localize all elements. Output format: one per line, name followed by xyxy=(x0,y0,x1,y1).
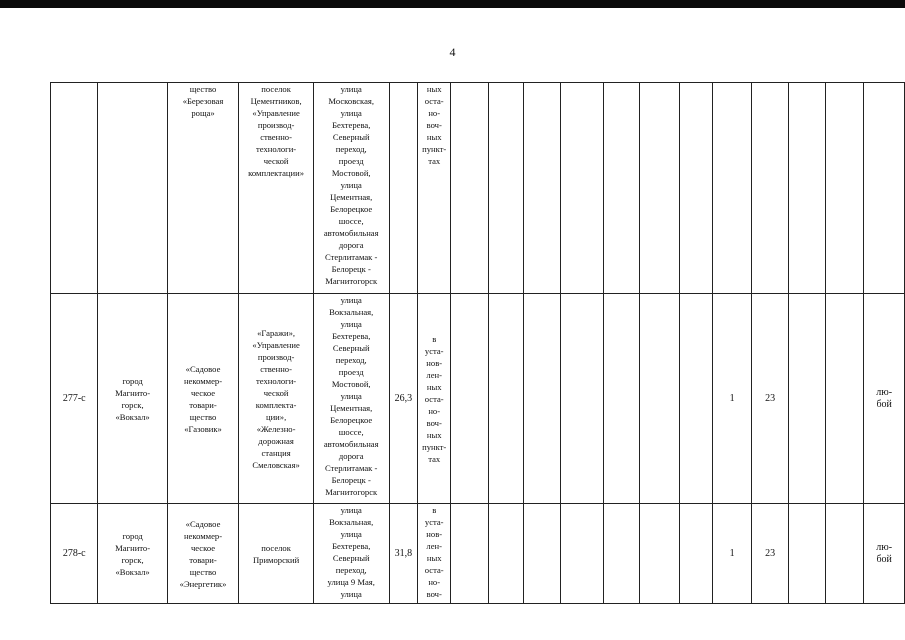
empty-cell xyxy=(640,504,679,604)
empty-cell xyxy=(560,294,603,504)
empty-cell xyxy=(451,83,489,294)
streets-route: улица Вокзальная, улица Бехтерева, Северный переход, улица 9 Мая, улица xyxy=(313,504,389,604)
vehicle-capacity: 23 xyxy=(752,504,788,604)
empty-cell xyxy=(826,294,864,504)
start-point xyxy=(98,83,167,294)
stops-procedure: в уста- нов- лен- ных оста- но- воч- xyxy=(418,504,451,604)
empty-cell xyxy=(523,83,560,294)
empty-cell xyxy=(679,294,712,504)
empty-cell xyxy=(788,83,825,294)
empty-cell xyxy=(489,504,523,604)
route-length xyxy=(389,83,418,294)
empty-cell xyxy=(604,294,640,504)
streets-route: улица Московская, улица Бехтерева, Северный переход, проезд Мостовой, улица Цементная, Белорецкое шоссе, автомобильная дорога Стерлитамак - Белорецк - Магнитогорск xyxy=(313,83,389,294)
table-row xyxy=(51,294,905,504)
page-number: 4 xyxy=(449,45,456,59)
table-row xyxy=(51,83,905,294)
empty-cell xyxy=(523,294,560,504)
empty-cell xyxy=(560,83,603,294)
end-point: «Садовое некоммер- ческое товари- щество «Газовик» xyxy=(167,294,239,504)
vehicle-count: 1 xyxy=(713,504,752,604)
vehicle-count xyxy=(713,83,752,294)
empty-cell xyxy=(523,504,560,604)
route-length: 31,8 xyxy=(389,504,418,604)
stops-procedure: в уста- нов- лен- ных оста- но- воч- ных пункт- тах xyxy=(418,294,451,504)
start-point: город Магнито- горск, «Вокзал» xyxy=(98,504,167,604)
empty-cell xyxy=(489,294,523,504)
table-row xyxy=(51,504,905,604)
route-length: 26,3 xyxy=(389,294,418,504)
schedule: лю- бой xyxy=(864,504,905,604)
empty-cell xyxy=(826,83,864,294)
empty-cell xyxy=(451,504,489,604)
empty-cell xyxy=(826,504,864,604)
empty-cell xyxy=(640,294,679,504)
schedule: лю- бой xyxy=(864,294,905,504)
route-number: 278-с xyxy=(51,504,98,604)
empty-cell xyxy=(788,294,825,504)
start-point: город Магнито- горск, «Вокзал» xyxy=(98,294,167,504)
empty-cell xyxy=(451,294,489,504)
vehicle-capacity: 23 xyxy=(752,294,788,504)
empty-cell xyxy=(604,83,640,294)
route-register-table xyxy=(50,82,905,604)
end-point: «Садовое некоммер- ческое товари- щество «Энергетик» xyxy=(167,504,239,604)
intermediate-stops: поселок Приморский xyxy=(239,504,314,604)
vehicle-count: 1 xyxy=(713,294,752,504)
schedule xyxy=(864,83,905,294)
intermediate-stops: поселок Цементников, «Управление производ- ственно- технологи- ческой комплектации» xyxy=(239,83,314,294)
top-edge-bar xyxy=(0,0,905,8)
empty-cell xyxy=(679,83,712,294)
route-number: 277-с xyxy=(51,294,98,504)
vehicle-capacity xyxy=(752,83,788,294)
empty-cell xyxy=(560,504,603,604)
empty-cell xyxy=(489,83,523,294)
intermediate-stops: «Гаражи», «Управление производ- ственно- технологи- ческой комплекта- ции», «Железно- дорожная станция Смеловская» xyxy=(239,294,314,504)
empty-cell xyxy=(788,504,825,604)
empty-cell xyxy=(640,83,679,294)
end-point: щество «Березовая роща» xyxy=(167,83,239,294)
empty-cell xyxy=(679,504,712,604)
stops-procedure: ных оста- но- воч- ных пункт- тах xyxy=(418,83,451,294)
route-number xyxy=(51,83,98,294)
empty-cell xyxy=(604,504,640,604)
streets-route: улица Вокзальная, улица Бехтерева, Северный переход, проезд Мостовой, улица Цементная, Белорецкое шоссе, автомобильная дорога Стерлитамак - Белорецк - Магнитогорск xyxy=(313,294,389,504)
